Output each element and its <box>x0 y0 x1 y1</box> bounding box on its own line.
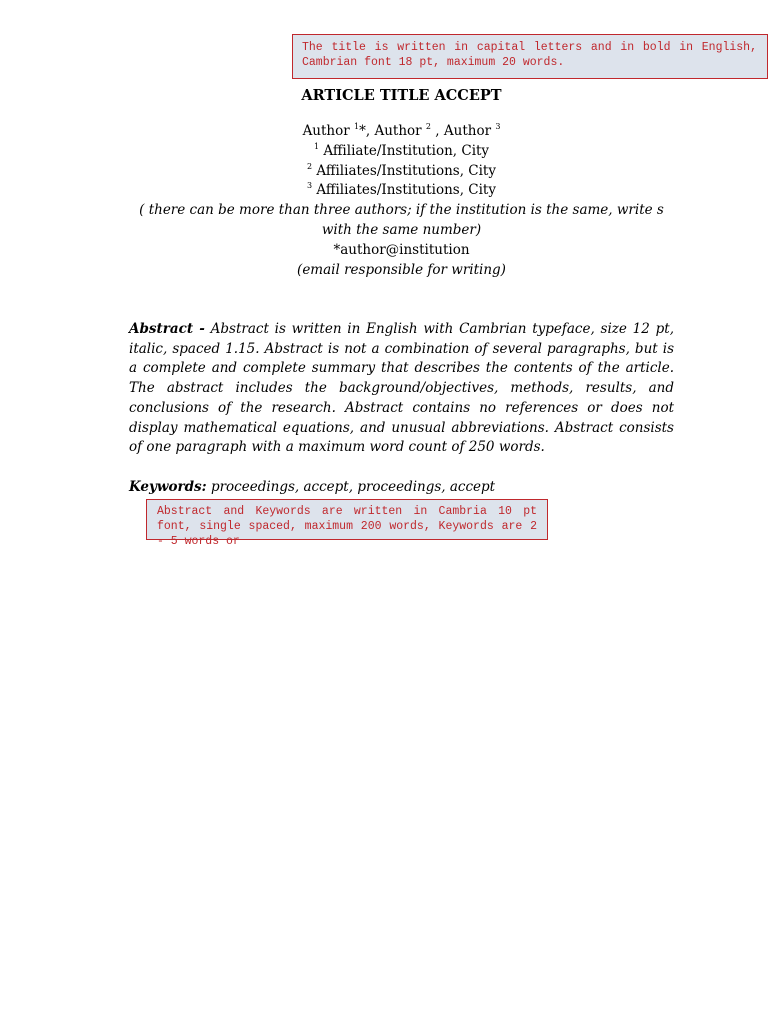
affiliation-2: $^2$ Affiliates/Institutions, City <box>307 161 496 179</box>
keywords-text: proceedings, accept, proceedings, accept <box>210 479 496 495</box>
author-name-3: Author <box>443 123 492 139</box>
abstract-label: Abstract - <box>129 321 205 337</box>
author-name-2: Author <box>374 123 422 139</box>
author-line: Author $^1$*, Author $^2$ , Author $^3$ <box>302 122 501 139</box>
keywords-line <box>129 477 674 497</box>
email-note: (email responsible for writing) <box>297 261 506 278</box>
title-guideline-text: The title is written in capital letters and in bold in English, Cambrian font 18 pt, maximum 20 words. <box>302 41 757 69</box>
abstract-text: Abstract is written in English with Cambrian typeface, size 12 pt, italic, spaced 1.15. Abstract is not a combination of several paragraphs, but is a complete and complete summary that describes the contents of the article. The abstract includes the background/objectives, methods, results, and conclusions of the research. Abstract contains no references or does not display mathematical equations, and unusual abbreviations. Abstract consists of one paragraph with a maximum word count of 250 words. <box>129 321 674 456</box>
author-email: *author@institution <box>333 241 470 258</box>
title-guideline-note <box>292 34 768 79</box>
author-sup-2: 2 <box>425 122 431 131</box>
authors-note: ( there can be more than three authors; if the institution is the same, write s with the same number) <box>139 202 664 238</box>
abstract-guideline-text: Abstract and Keywords are written in Cambria 10 pt font, single spaced, maximum 200 words, Keywords are 2 - 5 words or <box>157 505 537 548</box>
keywords-label: Keywords: <box>129 479 207 495</box>
authors-block <box>129 122 674 280</box>
author-name-1: Author <box>302 123 350 139</box>
author-sup-1: 1 <box>354 122 360 131</box>
article-title: ARTICLE TITLE ACCEPT <box>301 87 502 104</box>
abstract-guideline-note <box>146 499 548 548</box>
affiliation-3: $^3$ Affiliates/Institutions, City <box>307 181 496 199</box>
abstract-paragraph <box>129 320 674 458</box>
author-sup-3: 3 <box>495 122 501 131</box>
affiliation-1: $^1$ Affiliate/Institution, City <box>313 141 490 159</box>
author-star: * <box>359 123 366 139</box>
